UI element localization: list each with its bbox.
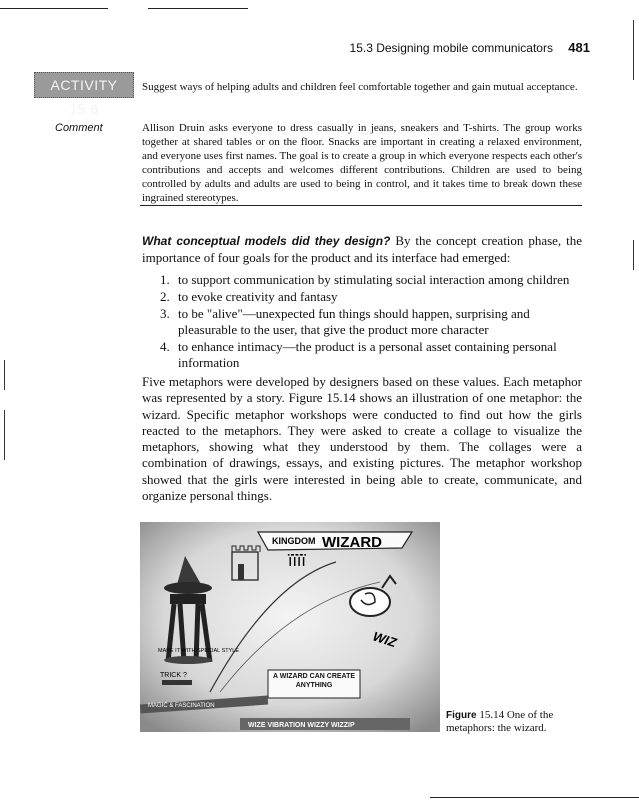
sparkle-figures: ïïïï [288, 551, 306, 570]
section-intro [142, 233, 582, 266]
wizard-collage-drawing [140, 522, 440, 732]
left-edge-mark [4, 360, 5, 390]
comment-divider [140, 205, 582, 206]
kingdom-text: KINGDOM [272, 536, 316, 546]
wizard-body [170, 594, 206, 604]
comment-label: Comment [55, 122, 103, 134]
wizard-title-text: WIZARD [322, 534, 382, 551]
left-note-text: MAKE IT WITH SPECIAL STYLE [158, 648, 239, 654]
section-heading: What conceptual models did they design? [142, 234, 391, 248]
magic-text: MAGIC & FASCINATION [148, 703, 215, 709]
goals-list [160, 272, 580, 372]
list-item: 3. to be "alive"—unexpected fun things should happen, surprising and pleasurable to the user, that give the product more character [160, 306, 530, 337]
bottom-strip-text: WIZE VIBRATION WIZZY WIZZIP [248, 722, 355, 729]
activity-text: Suggest ways of helping adults and children feel comfortable together and gain mutual acceptance. [142, 81, 578, 93]
comment-text: Allison Druin asks everyone to dress casually in jeans, sneakers and T-shirts. The group works together at shared tables or on the floor. Snacks are important in creating a relaxed environment, and everyone uses first names. The goal is to create a group in which everyone respects each other's contributions and accepts and welcomes different contributions. Children are used to being controlled by adults and adults are used to being in control, and it takes time to break down these ingrained stereotypes. [142, 122, 582, 204]
section-intro-text: By the concept creation phase, the importance of four goals for the product and its interface had emerged: [142, 233, 582, 265]
right-edge-line [633, 20, 634, 80]
list-item: 1. to support communication by stimulating social interaction among children [160, 272, 570, 287]
right-edge-line-2 [633, 240, 634, 270]
running-header [330, 40, 590, 55]
top-edge-rule-right [148, 8, 248, 9]
wiz-text: WIZ [371, 628, 399, 651]
figure-caption-text: 15.14 One of the metaphors: the wizard. [446, 709, 554, 734]
dragon-drawing [350, 588, 390, 616]
left-edge-mark-2 [4, 410, 5, 460]
bottom-edge-rule [430, 797, 639, 798]
activity-label: ACTIVITY 15.6 [34, 72, 134, 98]
wizard-can-note-text: A WIZARD CAN CREATE ANYTHING [272, 673, 356, 689]
header-section-title: 15.3 Designing mobile communicators [349, 41, 553, 55]
list-item: 4. to enhance intimacy—the product is a personal asset containing personal information [160, 339, 557, 370]
top-edge-rule-left [0, 8, 108, 9]
page-number: 481 [568, 40, 590, 55]
figure-caption-label: Figure [446, 710, 477, 721]
list-item: 2. to evoke creativity and fantasy [160, 289, 338, 304]
body-paragraph: Five metaphors were developed by designers based on these values. Each metaphor was represented by a story. Figure 15.14 shows an illustration of one metaphor: the wizard. Specific metaphor workshops were conducted to find out how the girls reacted to the metaphors. They were asked to create a collage to visualize the metaphors, showing what they understood by them. The collages were a combination of drawings, essays, and existing pictures. The metaphor workshop showed that the girls were interested in being able to create, communicate, and organize personal things. [142, 374, 582, 504]
figure-wizard-collage [140, 522, 440, 732]
figure-caption [446, 709, 586, 735]
trick-text: TRICK ? [160, 672, 187, 679]
castle-door [238, 564, 244, 580]
